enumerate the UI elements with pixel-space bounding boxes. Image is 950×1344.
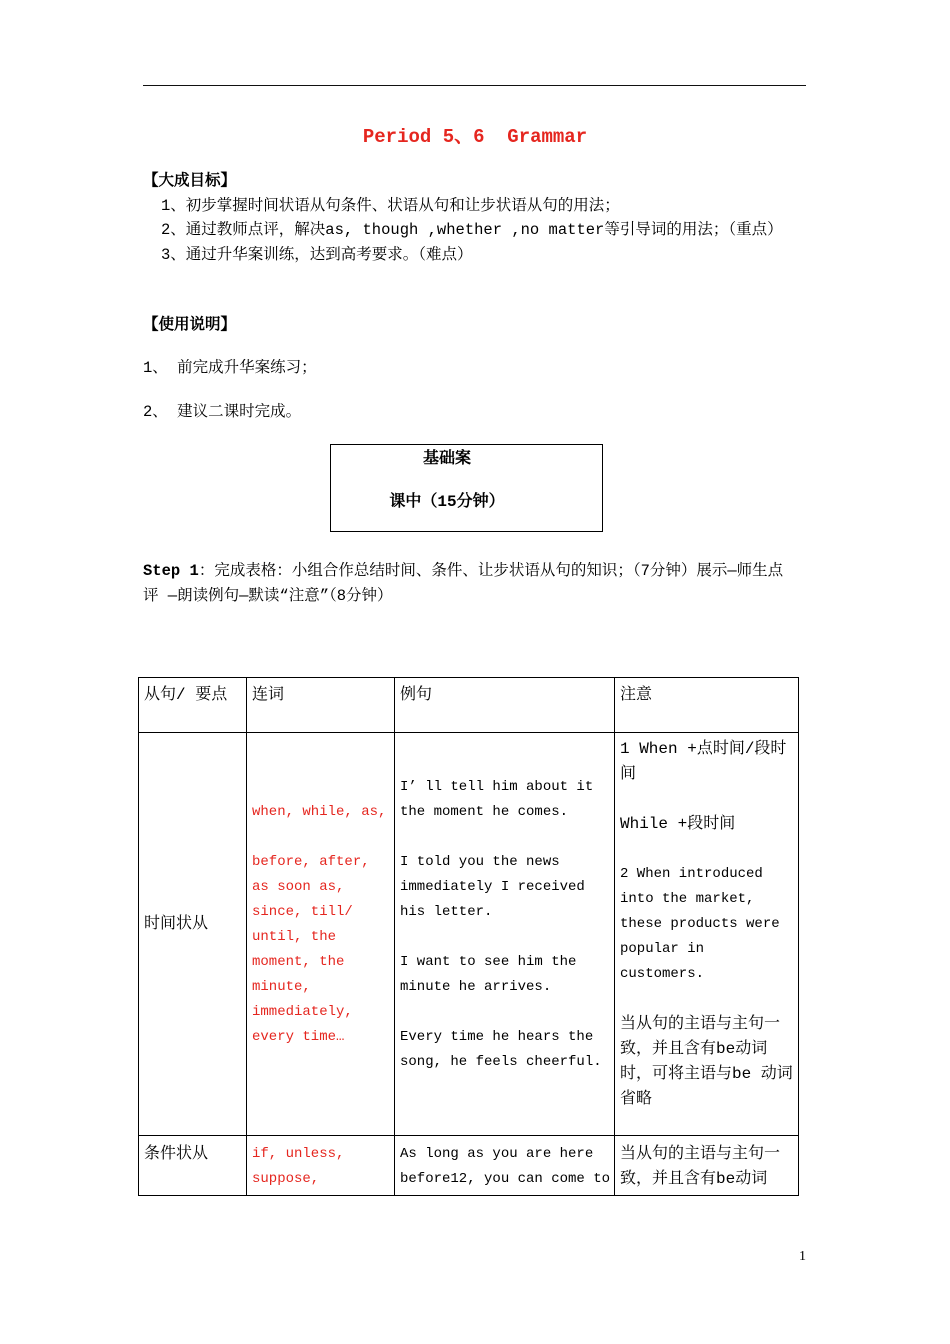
goal-item-2: 2、通过教师点评，解决as, though ,whether ,no matter等引导词的用法；（重点） [161,221,783,239]
note-line: popular in [620,941,705,957]
conjunction-line: every time… [252,1028,345,1045]
note-line: 2 When introduced [620,866,763,882]
usage-heading: 【使用说明】 [143,315,237,334]
conjunction-line: suppose, [252,1170,320,1187]
conjunction-line: before, after, [252,853,370,870]
basis-plan-box [330,444,603,532]
example-line: minute he arrives. [400,978,552,995]
note-line: 致，并且含有be动词 [620,1169,768,1188]
example-line: immediately I received [400,878,585,895]
conjunction-line: minute, [252,978,311,995]
conjunction-line: if, unless, [252,1145,345,1162]
page-number: 1 [799,1249,806,1264]
note-line: 当从句的主语与主句一 [620,1015,781,1033]
goal-item-3: 3、通过升华案训练，达到高考要求。（难点） [161,245,473,264]
conjunction-line: moment, the [252,953,345,970]
basis-plan-subtitle: 课中（15分钟） [389,493,505,511]
header-cell-conjunctions [247,677,395,733]
step-1-label: Step 1 [143,561,199,580]
header-cell-notes [615,677,799,733]
example-line: As long as you are here [400,1145,594,1162]
note-line: 间 [620,765,637,783]
goals-section [143,169,783,267]
note-line: these products were [620,916,780,932]
line-spacer [400,1000,614,1025]
notes-cell [615,733,799,1136]
header-cell-examples [395,677,615,733]
usage-item-1: 1、 前完成升华案练习； [143,358,317,377]
goal-item-1: 1、初步掌握时间状语从句条件、状语从句和让步状语从句的用法； [161,196,620,215]
page-title: Period 5、6 Grammar [362,126,588,148]
header-label: 例句 [400,685,433,704]
example-line: his letter. [400,903,493,920]
step-1-instructions [143,559,783,609]
note-line: into the market, [620,891,755,907]
step-1-line-2: 评 —朗读例句—默读“注意”（8分钟） [143,586,393,605]
line-spacer [400,825,614,850]
example-line: the moment he comes. [400,803,569,820]
basis-plan-title: 基础案 [422,450,471,468]
line-spacer [620,787,798,812]
line-spacer [252,825,394,850]
note-line: 致，并且含有be动词 [620,1040,768,1058]
conjunction-line: as soon as, [252,878,345,895]
header-label: 连词 [252,685,285,704]
clause-name: 条件状从 [144,1144,209,1163]
note-line: 时，可将主语与be 动词 [620,1065,793,1083]
clause-name-cell [138,1136,247,1196]
examples-cell [395,1136,615,1196]
header-label: 从句/ 要点 [144,685,228,704]
clause-summary-table [138,677,799,1196]
line-spacer [620,837,798,862]
table-row-time-clause [138,733,799,1136]
clause-name-cell [138,733,247,1136]
example-line: I told you the news [400,853,560,870]
usage-item-2: 2、 建议二课时完成。 [143,402,302,421]
note-line: customers. [620,966,705,982]
conjunction-line: when, while, as, [252,803,387,820]
header-rule [143,85,806,86]
example-line: I want to see him the [400,953,577,970]
step-1-line-1 [143,559,783,584]
line-spacer [620,987,798,1012]
conjunction-line: since, till/ [252,903,353,920]
header-cell-clause [138,677,247,733]
example-line: Every time he hears the [400,1028,594,1045]
example-line: I’ ll tell him about it [400,778,594,795]
examples-cell [395,733,615,1136]
conjunction-line: immediately, [252,1003,353,1020]
header-label: 注意 [620,685,653,704]
table-header-row [138,677,799,733]
note-line: 1 When +点时间/段时 [620,740,787,758]
example-line: song, he feels cheerful. [400,1053,602,1070]
note-line: While +段时间 [620,815,736,833]
clause-name: 时间状从 [144,915,209,933]
example-line: before12, you can come to [400,1170,611,1187]
note-line: 当从句的主语与主句一 [620,1144,781,1163]
conjunctions-cell [247,1136,395,1196]
notes-cell [615,1136,799,1196]
conjunction-line: until, the [252,928,337,945]
note-line: 省略 [620,1090,653,1108]
line-spacer [400,925,614,950]
conjunctions-cell [247,733,395,1136]
step-1-text: ：完成表格：小组合作总结时间、条件、让步状语从句的知识；（7分钟）展示—师生点 [198,561,784,580]
table-row-condition-clause [138,1136,799,1196]
goals-heading: 【大成目标】 [143,172,237,190]
